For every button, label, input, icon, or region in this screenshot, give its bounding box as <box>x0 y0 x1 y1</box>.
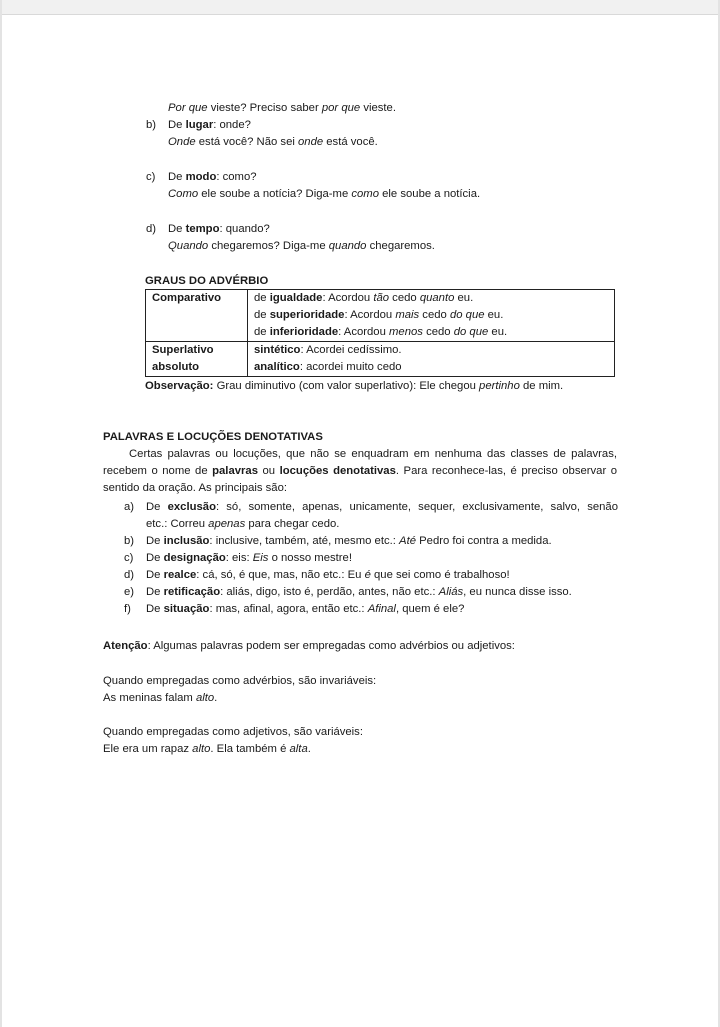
item-text: é <box>364 569 371 581</box>
list-item <box>124 499 618 516</box>
observacao-text: pertinho <box>479 380 520 392</box>
item-text: Até <box>399 535 416 547</box>
item-text: : eis: <box>225 552 253 564</box>
example-text: ele soube a notícia. <box>379 188 481 200</box>
comparativo-superioridade <box>254 307 608 324</box>
item-text: Eis <box>252 552 269 564</box>
item-text: , quem é ele? <box>395 603 465 615</box>
example-text: Por que <box>168 102 208 114</box>
denotativas-list <box>124 499 618 618</box>
table-row <box>146 290 615 342</box>
adjetivos-example <box>103 742 311 756</box>
list-item <box>124 567 618 584</box>
cell-text: menos <box>389 326 423 338</box>
item-text: o nosso mestre! <box>268 552 352 564</box>
cell-term: analítico <box>254 361 300 373</box>
item-text: De <box>168 119 186 131</box>
item-text: De <box>146 535 164 547</box>
list-marker: c) <box>146 171 156 183</box>
denotativas-heading: PALAVRAS E LOCUÇÕES DENOTATIVAS <box>103 431 323 443</box>
item-term: retificação <box>163 586 221 598</box>
example-tempo <box>168 239 435 253</box>
example-text: Como <box>168 188 199 200</box>
example-por-que <box>168 101 396 115</box>
table-row <box>146 342 615 377</box>
list-item <box>124 601 618 618</box>
cell-text: do que <box>453 326 489 338</box>
example-text: . <box>307 743 311 755</box>
item-lugar <box>146 118 251 132</box>
cell-text: : Acordou <box>322 292 374 304</box>
list-marker: a) <box>124 501 135 513</box>
example-text: ele soube a notícia? Diga-me <box>198 188 352 200</box>
intro-text: . Para reconhece-las, é preciso observar o sentido da oração. As principais são: <box>103 465 618 494</box>
comparativo-igualdade <box>254 290 608 307</box>
adverbios-example <box>103 691 217 705</box>
observacao <box>145 379 563 393</box>
list-item <box>124 550 618 567</box>
cell-text: eu. <box>454 292 474 304</box>
cell-text: mais <box>395 309 420 321</box>
item-text: De <box>146 603 164 615</box>
list-marker: b) <box>146 119 157 131</box>
example-text: quando <box>328 240 367 252</box>
item-text: De <box>146 569 164 581</box>
item-text: : onde? <box>213 119 251 131</box>
item-text: De <box>146 501 168 513</box>
list-marker: e) <box>124 586 135 598</box>
cell-text: : Acordei cedíssimo. <box>300 344 402 356</box>
example-text: como <box>351 188 379 200</box>
item-text: : quando? <box>219 223 270 235</box>
item-text: que sei como é trabalhoso! <box>370 569 510 581</box>
example-text: vieste. <box>360 102 396 114</box>
item-term: tempo <box>185 223 220 235</box>
adverbios-line: Quando empregadas como advérbios, são invariáveis: <box>103 675 377 687</box>
cell-text: : Acordou <box>338 326 390 338</box>
cell-text: eu. <box>488 326 508 338</box>
list-item <box>124 584 618 601</box>
cell-text: cedo <box>422 326 454 338</box>
item-text: , eu nunca disse isso. <box>463 586 572 598</box>
example-text: . <box>214 692 218 704</box>
superlativo-label-line: absoluto <box>152 361 200 373</box>
cell-text: eu. <box>484 309 504 321</box>
observacao-text: Grau diminutivo (com valor superlativo): Ele chegou <box>213 380 480 392</box>
list-marker: d) <box>146 223 157 235</box>
item-term: situação <box>163 603 210 615</box>
page-top-edge <box>0 0 720 15</box>
cell-text: tão <box>373 292 390 304</box>
item-term: lugar <box>185 119 214 131</box>
superlativo-label <box>146 342 248 377</box>
comparativo-label: Comparativo <box>146 290 248 342</box>
item-modo <box>146 170 257 184</box>
superlativo-sintetico <box>254 342 608 359</box>
cell-text: cedo <box>419 309 450 321</box>
example-text: Quando <box>168 240 209 252</box>
cell-term: sintético <box>254 344 301 356</box>
superlativo-label-line: Superlativo <box>152 344 214 356</box>
superlativo-analitico <box>254 359 608 376</box>
denotativas-intro <box>103 446 617 497</box>
item-term: realce <box>163 569 197 581</box>
graus-title: GRAUS DO ADVÉRBIO <box>145 275 269 287</box>
cell-text: do que <box>449 309 485 321</box>
item-text: etc.: Correu <box>146 518 209 530</box>
example-text: por que <box>321 102 361 114</box>
item-text: : só, somente, apenas, unicamente, sequer, exclusivamente, salvo, senão <box>215 501 618 513</box>
item-text: para chegar cedo. <box>245 518 340 530</box>
example-text: vieste? Preciso saber <box>207 102 322 114</box>
atencao-note <box>103 639 515 653</box>
intro-term: locuções denotativas <box>279 465 396 477</box>
example-text: está você? Não sei <box>195 136 298 148</box>
list-marker: f) <box>124 603 131 615</box>
item-text: : inclusive, também, até, mesmo etc.: <box>209 535 400 547</box>
example-text: Ele era um rapaz <box>103 743 193 755</box>
observacao-text: de mim. <box>519 380 564 392</box>
graus-table <box>145 289 615 377</box>
example-text: Onde <box>168 136 196 148</box>
observacao-label: Observação: <box>145 380 214 392</box>
example-text: chegaremos. <box>366 240 435 252</box>
item-tempo <box>146 222 270 236</box>
cell-text: de <box>254 292 270 304</box>
item-text: De <box>146 586 164 598</box>
example-text: está você. <box>323 136 378 148</box>
item-text: : cá, só, é que, mas, não etc.: Eu <box>196 569 365 581</box>
item-text: : mas, afinal, agora, então etc.: <box>209 603 368 615</box>
cell-text: de <box>254 326 270 338</box>
atencao-text: : Algumas palavras podem ser empregadas como advérbios ou adjetivos: <box>147 640 515 652</box>
example-text: alta <box>289 743 308 755</box>
item-term: inclusão <box>163 535 210 547</box>
example-text: alto <box>192 743 211 755</box>
intro-term: palavras <box>212 465 258 477</box>
comparativo-cell <box>248 290 615 342</box>
item-text: Aliás <box>438 586 464 598</box>
list-marker: c) <box>124 552 134 564</box>
list-marker: b) <box>124 535 135 547</box>
list-item <box>124 533 618 550</box>
example-text: . Ela também é <box>210 743 290 755</box>
cell-text: de <box>254 309 270 321</box>
item-term: modo <box>185 171 217 183</box>
cell-text: quanto <box>419 292 455 304</box>
comparativo-inferioridade <box>254 324 608 341</box>
item-text: Afinal <box>367 603 396 615</box>
superlativo-cell <box>248 342 615 377</box>
cell-term: superioridade <box>269 309 345 321</box>
item-text: : aliás, digo, isto é, perdão, antes, não etc.: <box>220 586 439 598</box>
adjetivos-line: Quando empregadas como adjetivos, são variáveis: <box>103 726 363 738</box>
example-lugar <box>168 135 378 149</box>
cell-term: inferioridade <box>269 326 339 338</box>
atencao-label: Atenção <box>103 640 148 652</box>
intro-text: Certas palavras ou locuções, que não se enquadram em nenhuma das classes de palavras, recebem o nome de <box>103 448 617 477</box>
item-text: : como? <box>216 171 257 183</box>
cell-text: : Acordou <box>344 309 396 321</box>
page-left-edge <box>0 0 2 1027</box>
item-text: De <box>168 223 186 235</box>
item-text: apenas <box>208 518 246 530</box>
cell-term: igualdade <box>269 292 323 304</box>
cell-text: cedo <box>389 292 420 304</box>
example-text: alto <box>195 692 215 704</box>
item-text: Pedro foi contra a medida. <box>416 535 552 547</box>
intro-text: ou <box>257 465 280 477</box>
example-text: chegaremos? Diga-me <box>208 240 329 252</box>
example-text: As meninas falam <box>103 692 196 704</box>
item-term: exclusão <box>167 501 216 513</box>
item-term: designação <box>163 552 226 564</box>
item-text: De <box>146 552 164 564</box>
cell-text: : acordei muito cedo <box>299 361 402 373</box>
example-modo <box>168 187 480 201</box>
list-item-continuation <box>124 516 618 533</box>
list-marker: d) <box>124 569 135 581</box>
item-text: De <box>168 171 186 183</box>
example-text: onde <box>298 136 324 148</box>
